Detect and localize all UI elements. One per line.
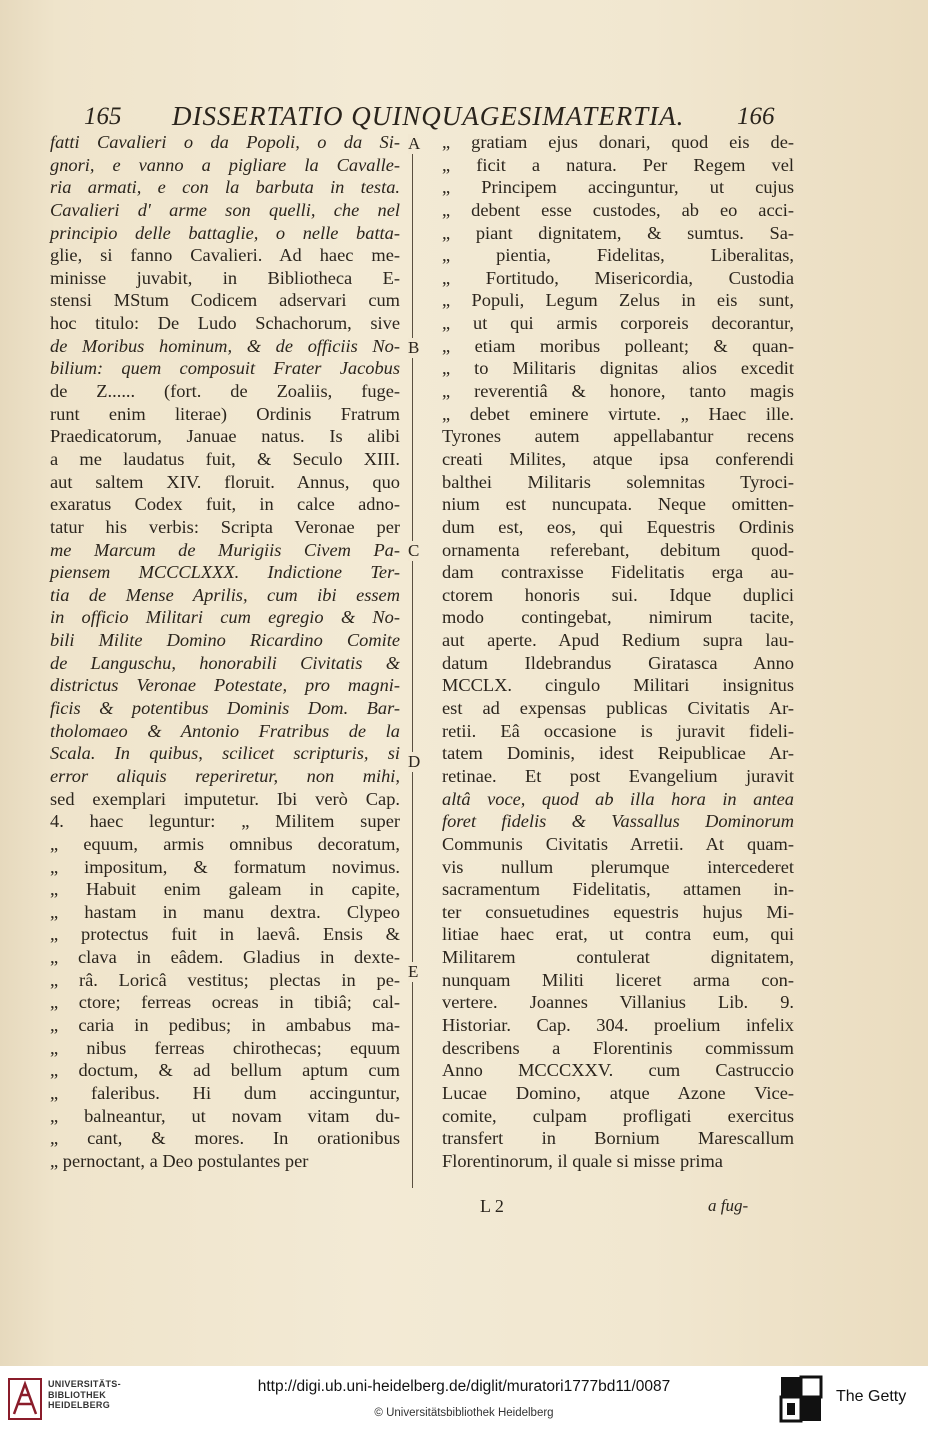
text-line: stensi MStum Codicem adservari cum: [50, 290, 400, 311]
library-name-line: HEIDELBERG: [48, 1400, 111, 1410]
text-line: ornamenta referebant, debitum quod-: [442, 539, 794, 560]
copyright-notice: © Universitätsbibliothek Heidelberg: [374, 1407, 554, 1419]
text-line: retii. Eâ occasione is juravit fideli-: [442, 720, 794, 741]
viewer-footer: [0, 1366, 928, 1432]
text-line: „ gratiam ejus donari, quod eis de-: [442, 132, 794, 152]
text-line: „ equum, armis omnibus decoratum,: [50, 833, 400, 854]
text-line: „ pientia, Fidelitas, Liberalitas,: [442, 245, 794, 266]
text-line: „ Habuit enim galeam in capite,: [50, 879, 400, 900]
catchword: a fug-: [708, 1196, 749, 1215]
text-line: datum Ildebrandus Giratasca Anno: [442, 652, 794, 673]
text-line: comite, culpam profligati exercitus: [442, 1105, 794, 1126]
column-divider: [412, 136, 413, 1188]
text-line: tatur his verbis: Scripta Veronae per: [50, 516, 400, 537]
text-line: foret fidelis & Vassallus Dominorum: [442, 811, 794, 832]
text-line: ria armati, e con la barbuta in testa.: [50, 177, 400, 198]
left-text-column: [50, 131, 400, 1172]
text-line: Tyrones autem appellabantur recens: [442, 426, 794, 447]
text-line: „ cant, & mores. In orationibus: [50, 1128, 400, 1149]
right-text-column: [442, 131, 794, 1172]
text-line: „ nibus ferreas chirothecas; equum: [50, 1037, 400, 1058]
text-line: „ ctore; ferreas ocreas in tibiâ; cal-: [50, 992, 400, 1013]
running-header: [62, 97, 802, 133]
margin-letter-b: B: [408, 338, 420, 357]
text-line: glie, si fanno Cavalieri. Ad haec me-: [50, 245, 400, 266]
text-line: „ Populi, Legum Zelus in eis sunt,: [442, 290, 794, 311]
margin-letter-a: A: [408, 134, 421, 153]
text-line: „ Fortitudo, Misericordia, Custodia: [442, 267, 794, 288]
text-line: in officio Militari cum egregio & No-: [50, 607, 400, 628]
text-line: aut aperte. Apud Redium supra lau-: [442, 630, 794, 651]
text-line: ter consuetudines equestris hujus Mi-: [442, 901, 794, 922]
text-line: sacramentum Fidelitatis, attamen in-: [442, 879, 794, 900]
text-line: MCCLX. cingulo Militari insignitus: [442, 675, 794, 696]
text-line: Communis Civitatis Arretii. At quam-: [442, 833, 794, 854]
text-line: modo contingebat, nimirum tacite,: [442, 607, 794, 628]
signature-mark: L 2: [480, 1196, 504, 1216]
library-name-line: BIBLIOTHEK: [48, 1389, 106, 1400]
text-line: principio delle battaglie, o nelle batta-: [50, 222, 400, 243]
text-line: „ reverentiâ & honore, tanto magis: [442, 381, 794, 402]
text-line: fatti Cavalieri o da Popoli, o da Si-: [50, 132, 400, 152]
text-line: transfert in Bornium Marescallum: [442, 1128, 794, 1149]
text-line: Lucae Domino, atque Azone Vice-: [442, 1082, 794, 1103]
text-line: aut saltem XIV. floruit. Annus, quo: [50, 471, 400, 492]
text-line: „ impositum, & formatum novimus.: [50, 856, 400, 877]
text-line: de Z...... (fort. de Zoaliis, fuge-: [50, 381, 400, 402]
text-line: sed exemplari imputetur. Ibi verò Cap.: [50, 788, 400, 809]
text-line: „ ficit a natura. Per Regem vel: [442, 154, 794, 175]
text-line: Historiar. Cap. 304. proelium infelix: [442, 1014, 794, 1035]
text-line: de Languschu, honorabili Civitatis &: [50, 652, 400, 673]
text-line: „ debent esse custodes, ab eo acci-: [442, 199, 794, 220]
text-line: Scala. In quibus, scilicet scripturis, si: [50, 743, 400, 764]
text-line: „ protectus fuit in laevâ. Ensis &: [50, 924, 400, 945]
margin-letter-c: C: [408, 541, 420, 560]
text-line: „ râ. Loricâ vestitus; plectas in pe-: [50, 969, 400, 990]
text-line: nunquam Militi liceret arma con-: [442, 969, 794, 990]
text-line: Cavalieri d' arme son quelli, che nel: [50, 199, 400, 220]
text-line: bili Milite Domino Ricardino Comite: [50, 630, 400, 651]
text-line: vertere. Joannes Villanius Lib. 9.: [442, 992, 794, 1013]
text-line: minisse juvabit, in Bibliotheca E-: [50, 267, 400, 288]
text-line: est ad expensas publicas Civitatis Ar-: [442, 698, 794, 719]
text-line: bilium: quem composuit Frater Jacobus: [50, 358, 400, 379]
getty-logo-icon: [779, 1375, 823, 1423]
text-line: „ caria in pedibus; in ambabus ma-: [50, 1014, 400, 1035]
page-number-left: 165: [84, 103, 122, 130]
text-line: „ clava in eâdem. Gladius in dexte-: [50, 947, 400, 968]
permalink-url[interactable]: http://digi.ub.uni-heidelberg.de/diglit/muratori1777bd11/0087: [257, 1378, 671, 1395]
text-line: tholomaeo & Antonio Fratribus de la: [50, 720, 400, 741]
text-line: ficis & potentibus Dominis Dom. Bar-: [50, 698, 400, 719]
sponsor-name: The Getty: [836, 1388, 907, 1405]
text-line: 4. haec leguntur: „ Militem super: [50, 811, 400, 832]
text-line: exaratus Codex fuit, in calce adno-: [50, 494, 400, 515]
text-line: Florentinorum, il quale si misse prima: [442, 1150, 723, 1171]
text-line: ctorem honoris sui. Idque duplici: [442, 584, 794, 605]
text-line: runt enim literae) Ordinis Fratrum: [50, 403, 400, 424]
text-line: „ to Militaris dignitas alios excedit: [442, 358, 794, 379]
text-line: Anno MCCCXXV. cum Castruccio: [442, 1060, 794, 1081]
text-line: „ pernoctant, a Deo postulantes per: [50, 1150, 309, 1171]
text-line: de Moribus hominum, & de officiis No-: [50, 335, 400, 356]
text-line: „ ut qui armis corporeis decorantur,: [442, 313, 794, 334]
text-line: „ doctum, & ad bellum aptum cum: [50, 1060, 400, 1081]
text-line: hoc titulo: De Ludo Schachorum, sive: [50, 313, 400, 334]
text-line: altâ voce, quod ab illa hora in antea: [442, 788, 794, 809]
page-number-right: 166: [737, 103, 775, 130]
text-line: Militarem contulerat dignitatem,: [442, 947, 794, 968]
text-line: me Marcum de Murigiis Civem Pa-: [50, 539, 400, 560]
text-line: balthei Militaris solemnitas Tyroci-: [442, 471, 794, 492]
text-line: „ piant dignitatem, & sumtus. Sa-: [442, 222, 794, 243]
text-line: „ hastam in manu dextra. Clypeo: [50, 901, 400, 922]
text-line: tia de Mense Aprilis, cum ibi essem: [50, 584, 400, 605]
text-line: gnori, e vanno a pigliare la Cavalle-: [50, 154, 400, 175]
text-line: tatem Dominis, idest Reipublicae Ar-: [442, 743, 794, 764]
text-line: creati Milites, atque ipsa conferendi: [442, 448, 794, 469]
text-line: Praedicatorum, Januae natus. Is alibi: [50, 426, 400, 447]
text-line: vis nullum plerumque intercederet: [442, 856, 794, 877]
text-line: „ Principem accinguntur, ut cujus: [442, 177, 794, 198]
text-line: piensem MCCCLXXX. Indictione Ter-: [50, 562, 400, 583]
text-line: retinae. Et post Evangelium juravit: [442, 765, 794, 786]
margin-letter-d: D: [408, 752, 421, 771]
text-line: dam contraxisse Fidelitatis erga au-: [442, 562, 794, 583]
text-line: a me laudatus fuit, & Seculo XIII.: [50, 448, 400, 469]
text-line: error aliquis reperiretur, non mihi,: [50, 765, 400, 786]
text-line: nium est nuncupata. Neque omitten-: [442, 494, 794, 515]
text-line: dum est, eos, qui Equestris Ordinis: [442, 516, 794, 537]
text-line: „ faleribus. Hi dum accinguntur,: [50, 1082, 400, 1103]
library-name-line: UNIVERSITÄTS-: [48, 1379, 121, 1389]
text-line: districtus Veronae Potestate, pro magni-: [50, 675, 400, 696]
text-line: describens a Florentinis commissum: [442, 1037, 794, 1058]
text-line: litiae haec erat, ut contra eum, qui: [442, 924, 794, 945]
text-line: „ balneantur, ut novam vitam du-: [50, 1105, 400, 1126]
running-title: DISSERTATIO QUINQUAGESIMATERTIA.: [172, 101, 685, 131]
text-line: „ etiam moribus polleant; & quan-: [442, 335, 794, 356]
text-line: „ debet eminere virtute. „ Haec ille.: [442, 403, 794, 424]
margin-letter-e: E: [408, 962, 419, 981]
